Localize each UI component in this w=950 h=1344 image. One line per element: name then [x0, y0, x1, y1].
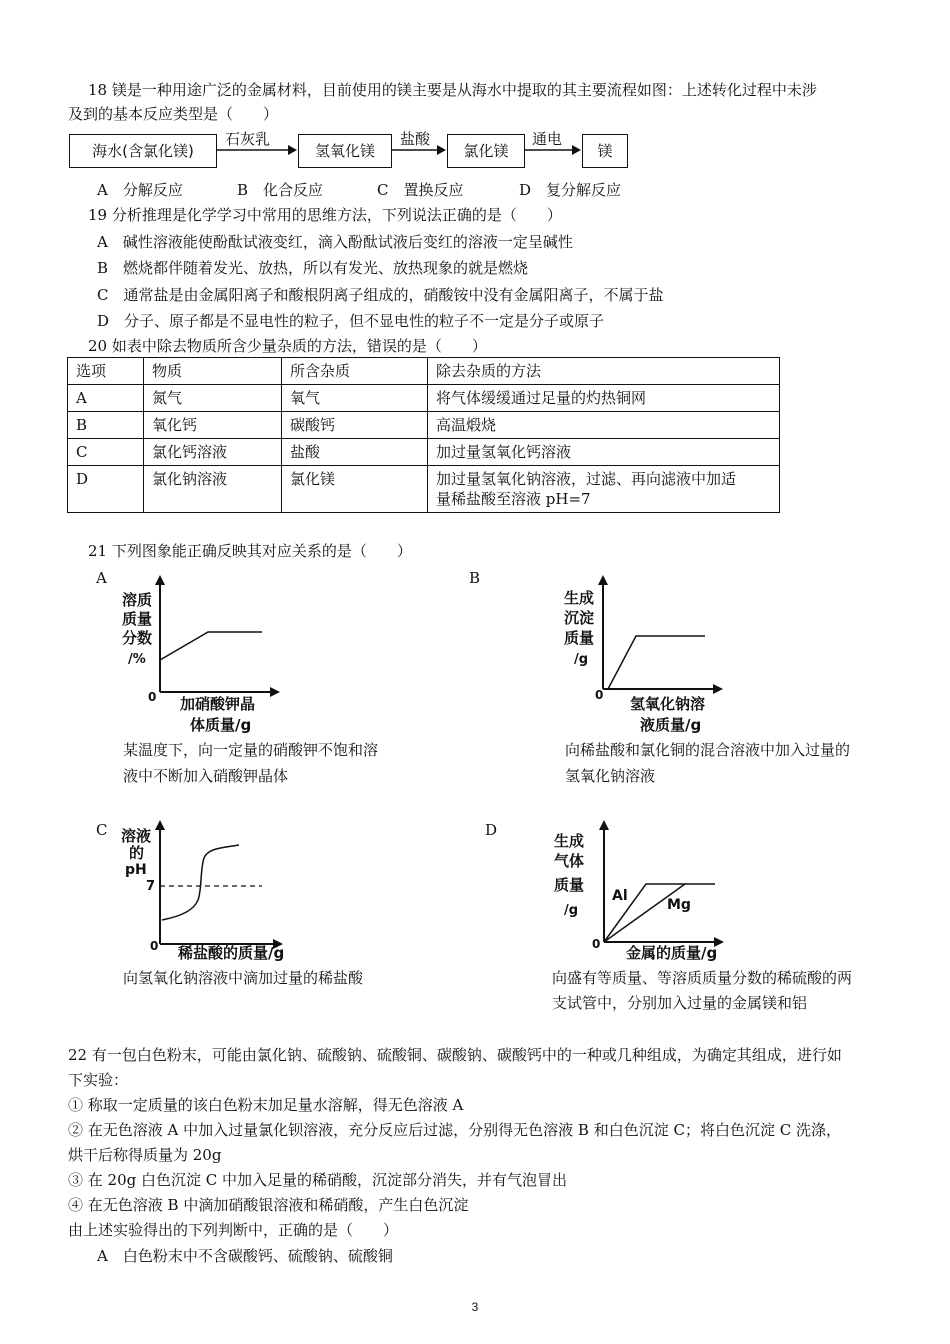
table-header-cell: 选项 — [68, 358, 144, 385]
flow-label-electrolysis: 通电 — [532, 130, 563, 148]
graph-a-x-arrow — [270, 687, 280, 697]
q22-step-2: ② 在无色溶液 A 中加入过量氯化钡溶液，充分反应后过滤，分别得无色溶液 B 和白色沉淀 C；将白色沉淀 C 洗涤， — [68, 1121, 841, 1139]
q22-line-1: 22 有一包白色粉末，可能由氯化钠、硫酸钠、硫酸铜、碳酸钠、碳酸钙中的一种或几种组成，为确定其组成，进行如 — [68, 1046, 842, 1064]
q18-option-b: B 化合反应 — [237, 181, 324, 199]
graph-c-curve — [162, 845, 239, 920]
q20-table — [67, 357, 780, 513]
graph-d-y-arrow — [599, 820, 609, 830]
graph-b-ylabel-2: 沉淀 — [564, 609, 595, 627]
graph-a — [110, 575, 290, 740]
flow-box-mg-chloride: 氯化镁 — [447, 134, 525, 168]
q22-step-2-cont: 烘干后称得质量为 20g — [68, 1146, 222, 1164]
graph-c-ylabel-2: 的 — [129, 844, 145, 862]
graph-b-caption-2: 氢氧化钠溶液 — [565, 767, 656, 785]
graph-c-ylabel-1: 溶液 — [121, 827, 152, 845]
table-cell: 氮气 — [144, 385, 282, 412]
table-header-cell: 所含杂质 — [282, 358, 428, 385]
table-cell: 氧化钙 — [144, 412, 282, 439]
q18-stem-line1: 18 镁是一种用途广泛的金属材料，目前使用的镁主要是从海水中提取的其主要流程如图：上述转化过程中未涉 — [88, 81, 817, 99]
graph-d-ylabel-3: 质量 — [554, 876, 585, 894]
graph-a-y-arrow — [155, 575, 165, 585]
q19-option-d: D 分子、原子都是不显电性的粒子，但不显电性的粒子不一定是分子或原子 — [97, 312, 605, 330]
graph-c-ylabel-3: pH — [125, 862, 147, 878]
graph-b — [558, 575, 738, 740]
q18-option-a: A 分解反应 — [97, 181, 183, 199]
table-cell: A — [68, 385, 144, 412]
graph-d-caption-2: 支试管中，分别加入过量的金属镁和铝 — [552, 994, 808, 1012]
graph-d — [548, 820, 738, 968]
flow-label-lime: 石灰乳 — [225, 130, 271, 148]
table-header-cell: 物质 — [144, 358, 282, 385]
graph-c-xlabel: 稀盐酸的质量/g — [178, 944, 285, 962]
graph-b-letter: B — [469, 569, 481, 587]
q22-line-2: 下实验： — [68, 1071, 129, 1089]
q22-question: 由上述实验得出的下列判断中，正确的是（ ） — [68, 1221, 399, 1239]
graph-b-x-arrow — [713, 684, 723, 694]
q21-stem: 21 下列图象能正确反映其对应关系的是（ ） — [88, 542, 412, 560]
graph-a-caption-1: 某温度下，向一定量的硝酸钾不饱和溶 — [123, 741, 379, 759]
q20-stem: 20 如表中除去物质所含少量杂质的方法，错误的是（ ） — [88, 337, 487, 355]
table-cell-line: 加过量氢氧化钠溶液，过滤、再向滤液中加适 — [436, 470, 737, 488]
graph-b-ylabel-1: 生成 — [564, 589, 595, 607]
q22-step-4: ④ 在无色溶液 B 中滴加硝酸银溶液和稀硝酸，产生白色沉淀 — [68, 1196, 469, 1214]
graph-c-caption: 向氢氧化钠溶液中滴加过量的稀盐酸 — [123, 969, 364, 987]
table-header-row — [68, 358, 780, 385]
graph-d-caption-1: 向盛有等质量、等溶质质量分数的稀硫酸的两 — [552, 969, 853, 987]
table-cell — [428, 466, 780, 513]
q18-stem-line2: 及到的基本反应类型是（ ） — [68, 105, 279, 123]
graph-a-ylabel-2: 质量 — [122, 610, 153, 628]
table-row — [68, 466, 780, 513]
graph-d-origin: 0 — [592, 937, 601, 951]
table-header-cell: 除去杂质的方法 — [428, 358, 780, 385]
graph-a-ylabel-4: /% — [128, 652, 146, 667]
graph-c-tick-7: 7 — [146, 879, 156, 894]
q19-option-c: C 通常盐是由金属阳离子和酸根阴离子组成的，硝酸铵中没有金属阳离子，不属于盐 — [97, 286, 664, 304]
q19-option-b: B 燃烧都伴随着发光、放热，所以有发光、放热现象的就是燃烧 — [97, 259, 529, 277]
graph-d-ylabel-4: /g — [564, 903, 579, 918]
graph-c-origin: 0 — [150, 939, 159, 953]
graph-d-series-mg: Mg — [667, 897, 691, 913]
flow-box-mg: 镁 — [582, 134, 628, 168]
flow-arrow-2 — [391, 142, 447, 158]
q19-stem: 19 分析推理是化学学习中常用的思维方法，下列说法正确的是（ ） — [88, 206, 562, 224]
table-cell: 氧气 — [282, 385, 428, 412]
flow-box-seawater: 海水(含氯化镁) — [69, 134, 217, 168]
flow-arrow-3 — [524, 142, 582, 158]
q22-option-a: A 白色粉末中不含碳酸钙、硫酸钠、硫酸铜 — [97, 1247, 393, 1265]
q19-option-a: A 碱性溶液能使酚酞试液变红，滴入酚酞试液后变红的溶液一定呈碱性 — [97, 233, 573, 251]
table-cell: D — [68, 466, 144, 513]
table-cell: 高温煅烧 — [428, 412, 780, 439]
table-cell: C — [68, 439, 144, 466]
graph-d-ylabel-2: 气体 — [554, 852, 585, 870]
graph-b-ylabel-4: /g — [574, 652, 589, 667]
table-row — [68, 385, 780, 412]
graph-a-caption-2: 液中不断加入硝酸钾晶体 — [123, 767, 289, 785]
q22-step-1: ① 称取一定质量的该白色粉末加足量水溶解，得无色溶液 A — [68, 1096, 464, 1114]
graph-b-origin: 0 — [595, 688, 604, 702]
table-row — [68, 439, 780, 466]
graph-b-xlabel-1: 氢氧化钠溶 — [630, 695, 706, 713]
graph-a-ylabel-1: 溶质 — [122, 591, 153, 609]
flow-arrow-1 — [216, 142, 298, 158]
graph-c-letter: C — [96, 821, 108, 839]
table-cell: 加过量氢氧化钙溶液 — [428, 439, 780, 466]
graph-c — [112, 820, 312, 968]
q18-option-c: C 置换反应 — [377, 181, 464, 199]
q18-option-d: D 复分解反应 — [519, 181, 622, 199]
q22-step-3: ③ 在 20g 白色沉淀 C 中加入足量的稀硝酸，沉淀部分消失，并有气泡冒出 — [68, 1171, 568, 1189]
graph-a-xlabel-1: 加硝酸钾晶 — [180, 695, 256, 713]
graph-a-ylabel-3: 分数 — [122, 629, 153, 647]
table-row — [68, 412, 780, 439]
table-cell: 氯化钠溶液 — [144, 466, 282, 513]
graph-d-xlabel: 金属的质量/g — [626, 944, 718, 962]
graph-a-origin: 0 — [148, 690, 157, 704]
graph-a-curve — [160, 632, 262, 660]
graph-d-series-al: Al — [612, 888, 628, 904]
graph-b-caption-1: 向稀盐酸和氯化铜的混合溶液中加入过量的 — [565, 741, 851, 759]
flow-label-hcl: 盐酸 — [400, 130, 431, 148]
graph-d-letter: D — [485, 821, 498, 839]
table-cell: 碳酸钙 — [282, 412, 428, 439]
table-cell: 将气体缓缓通过足量的灼热铜网 — [428, 385, 780, 412]
graph-b-curve — [608, 636, 705, 689]
table-cell-line: 量稀盐酸至溶液 pH=7 — [436, 490, 591, 508]
table-cell: 氯化镁 — [282, 466, 428, 513]
table-cell: 氯化钙溶液 — [144, 439, 282, 466]
graph-c-y-arrow — [155, 820, 165, 830]
flow-box-mg-hydroxide: 氢氧化镁 — [298, 134, 392, 168]
table-cell: B — [68, 412, 144, 439]
graph-d-ylabel-1: 生成 — [554, 832, 585, 850]
table-cell: 盐酸 — [282, 439, 428, 466]
graph-b-ylabel-3: 质量 — [564, 629, 595, 647]
page-number: 3 — [471, 1300, 479, 1314]
graph-b-y-arrow — [598, 575, 608, 585]
graph-b-xlabel-2: 液质量/g — [640, 716, 702, 734]
graph-a-xlabel-2: 体质量/g — [190, 716, 252, 734]
graph-a-letter: A — [96, 569, 107, 587]
